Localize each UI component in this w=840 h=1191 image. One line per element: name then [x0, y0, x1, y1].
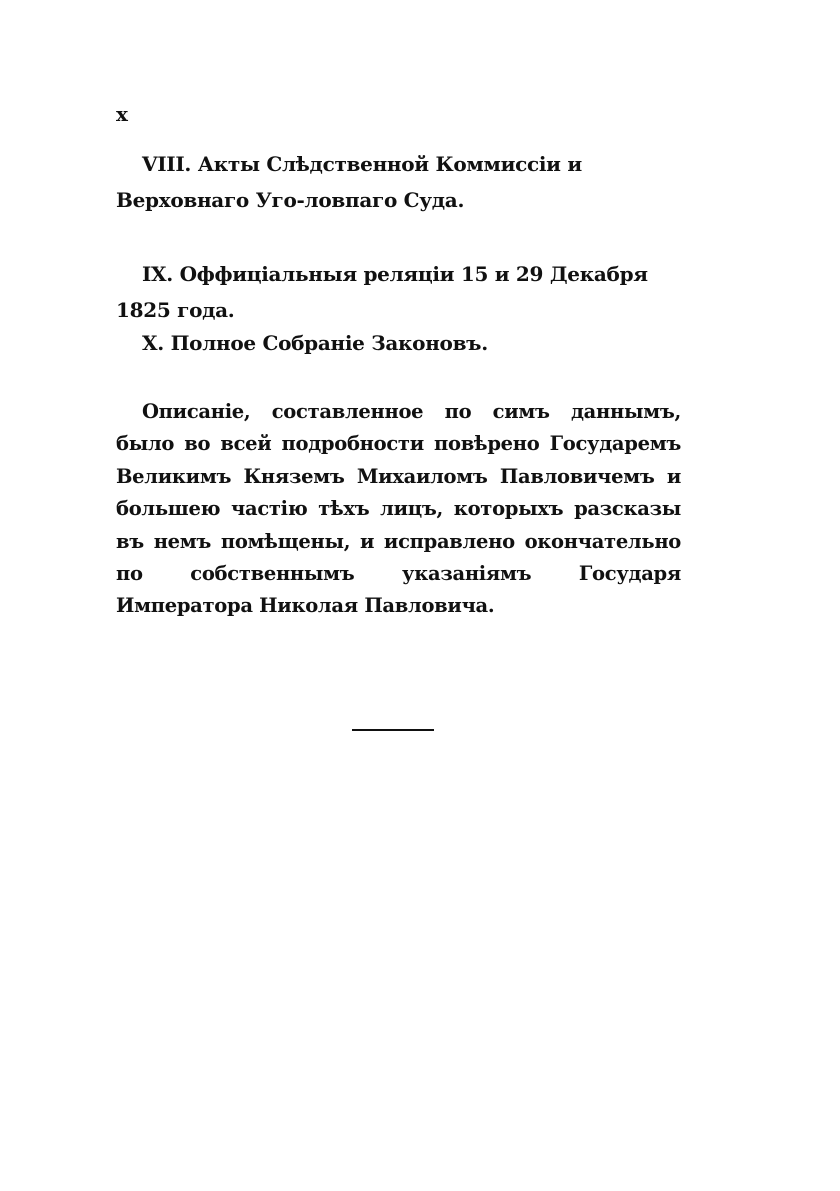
section-separator-rule — [352, 729, 434, 731]
entry-numeral: X. — [142, 331, 164, 355]
paragraph-text: Описаніе, составленное по симъ даннымъ, было во всей подробности повѣрено Государемъ Великимъ Княземъ Михаиломъ Павловичемъ и большею частію тѣхъ лицъ, которыхъ разсказы въ немъ помѣщены, и исправлено окончательно по собственнымъ указаніямъ Государя Императора Николая Павловича. — [116, 400, 681, 618]
source-entry-viii — [116, 146, 681, 218]
entry-text: Оффиціальныя реляціи 15 и 29 Декабря 1825 года. — [116, 262, 648, 322]
source-entry-ix — [116, 256, 681, 328]
page-number: x — [116, 102, 128, 126]
entry-text: Акты Слѣдственной Коммиссіи и Верховнаго Уго-ловпаго Суда. — [116, 152, 582, 212]
description-paragraph — [116, 396, 681, 623]
entry-text: Полное Собраніе Законовъ. — [170, 331, 488, 355]
entry-numeral: IX. — [142, 262, 173, 286]
source-entry-x — [116, 325, 681, 361]
entry-numeral: VIII. — [142, 152, 192, 176]
